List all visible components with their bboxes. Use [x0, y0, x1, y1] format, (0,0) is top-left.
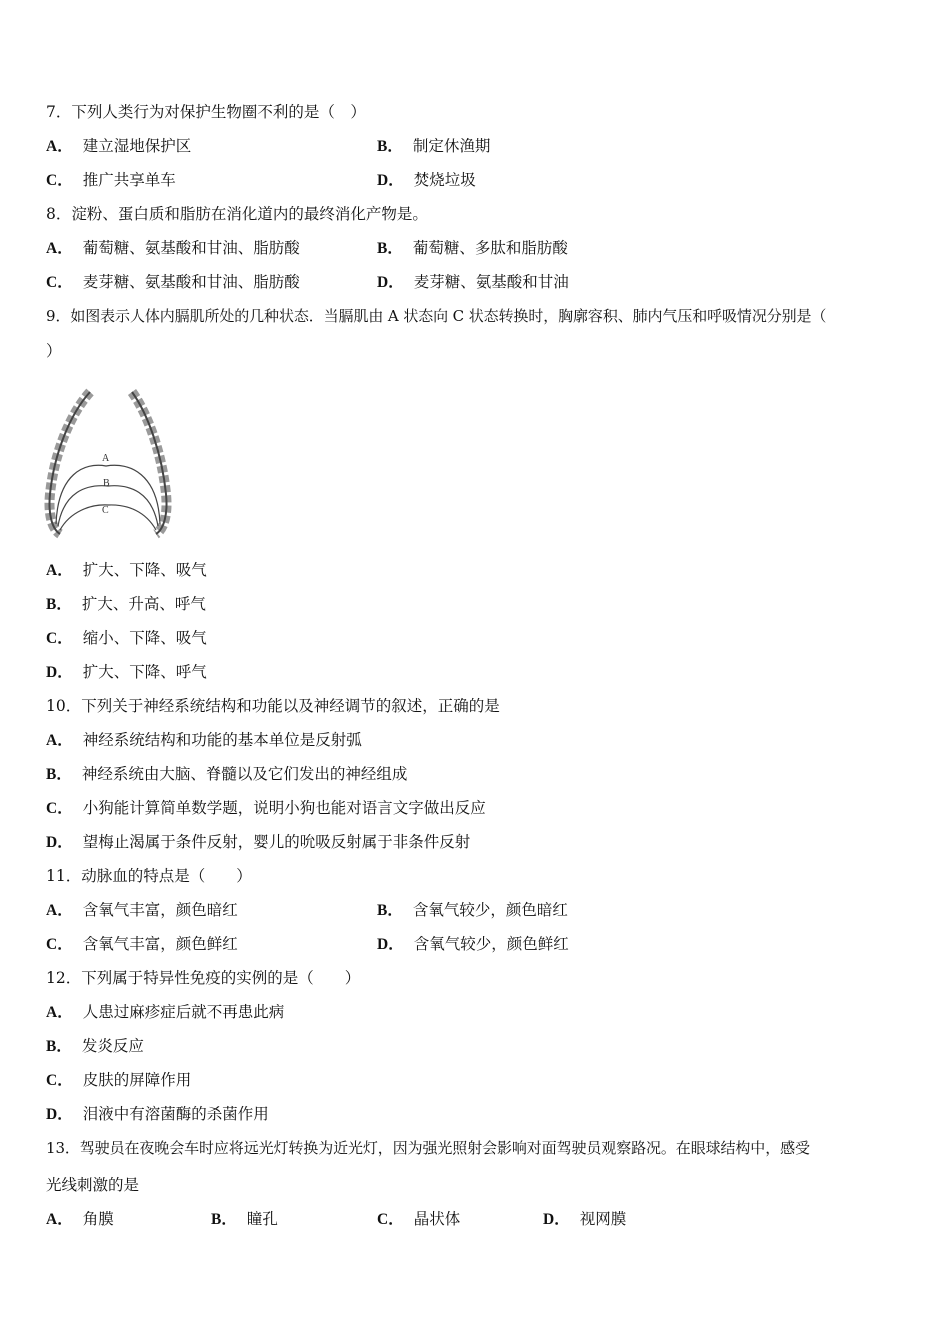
- q13-option-a: A． 角膜: [46, 1210, 114, 1228]
- q8-option-a: A． 葡萄糖、氨基酸和甘油、脂肪酸: [46, 239, 300, 257]
- q11-option-a: A． 含氧气丰富，颜色暗红: [46, 901, 238, 919]
- q9-stem-line2: ）: [46, 342, 62, 360]
- figure-label-c: C: [102, 505, 109, 516]
- q10-option-a: A． 神经系统结构和功能的基本单位是反射弧: [46, 731, 362, 749]
- q10-option-b: B． 神经系统由大脑、脊髓以及它们发出的神经组成: [46, 765, 408, 783]
- q11-stem: 11．动脉血的特点是（ ）: [46, 867, 252, 885]
- q12-option-c: C． 皮肤的屏障作用: [46, 1071, 192, 1089]
- q7-option-a: A． 建立湿地保护区: [46, 137, 192, 155]
- q7-option-c: C． 推广共享单车: [46, 171, 176, 189]
- q9-option-c: C． 缩小、下降、吸气: [46, 629, 207, 647]
- q11-option-c: C． 含氧气丰富，颜色鲜红: [46, 935, 238, 953]
- q13-stem-line1: 13．驾驶员在夜晚会车时应将远光灯转换为近光灯，因为强光照射会影响对面驾驶员观察路况。在眼球结构中，感受: [46, 1139, 810, 1157]
- q11-option-d: D． 含氧气较少，颜色鲜红: [377, 935, 569, 953]
- q9-stem-line1: 9．如图表示人体内膈肌所处的几种状态．当膈肌由 A 状态向 C 状态转换时，胸廓容积、肺内气压和呼吸情况分别是（: [46, 307, 827, 325]
- q8-option-b: B． 葡萄糖、多肽和脂肪酸: [377, 239, 568, 257]
- q7-stem: 7．下列人类行为对保护生物圈不利的是（ ）: [46, 103, 366, 121]
- q9-option-b: B． 扩大、升高、呼气: [46, 595, 206, 613]
- q8-option-d: D． 麦芽糖、氨基酸和甘油: [377, 273, 569, 291]
- q8-stem: 8．淀粉、蛋白质和脂肪在消化道内的最终消化产物是。: [46, 205, 428, 223]
- q10-option-d: D． 望梅止渴属于条件反射，婴儿的吮吸反射属于非条件反射: [46, 833, 471, 851]
- q10-stem: 10．下列关于神经系统结构和功能以及神经调节的叙述，正确的是: [46, 697, 500, 715]
- q7-option-b: B． 制定休渔期: [377, 137, 491, 155]
- q9-option-a: A． 扩大、下降、吸气: [46, 561, 207, 579]
- q12-option-d: D． 泪液中有溶菌酶的杀菌作用: [46, 1105, 269, 1123]
- q12-option-b: B． 发炎反应: [46, 1037, 144, 1055]
- q8-option-c: C． 麦芽糖、氨基酸和甘油、脂肪酸: [46, 273, 300, 291]
- q12-option-a: A． 人患过麻疹症后就不再患此病: [46, 1003, 285, 1021]
- q9-option-d: D． 扩大、下降、呼气: [46, 663, 207, 681]
- q7-option-d: D． 焚烧垃圾: [377, 171, 476, 189]
- q13-option-b: B． 瞳孔: [211, 1210, 278, 1228]
- q13-option-c: C． 晶状体: [377, 1210, 461, 1228]
- figure-label-a: A: [102, 453, 110, 464]
- q13-stem-line2: 光线刺激的是: [46, 1176, 140, 1194]
- figure-label-b: B: [103, 478, 110, 489]
- q11-option-b: B． 含氧气较少，颜色暗红: [377, 901, 568, 919]
- q13-option-d: D． 视网膜: [543, 1210, 627, 1228]
- q10-option-c: C． 小狗能计算简单数学题，说明小狗也能对语言文字做出反应: [46, 799, 486, 817]
- diaphragm-figure: [44, 384, 174, 540]
- q12-stem: 12．下列属于特异性免疫的实例的是（ ）: [46, 969, 361, 987]
